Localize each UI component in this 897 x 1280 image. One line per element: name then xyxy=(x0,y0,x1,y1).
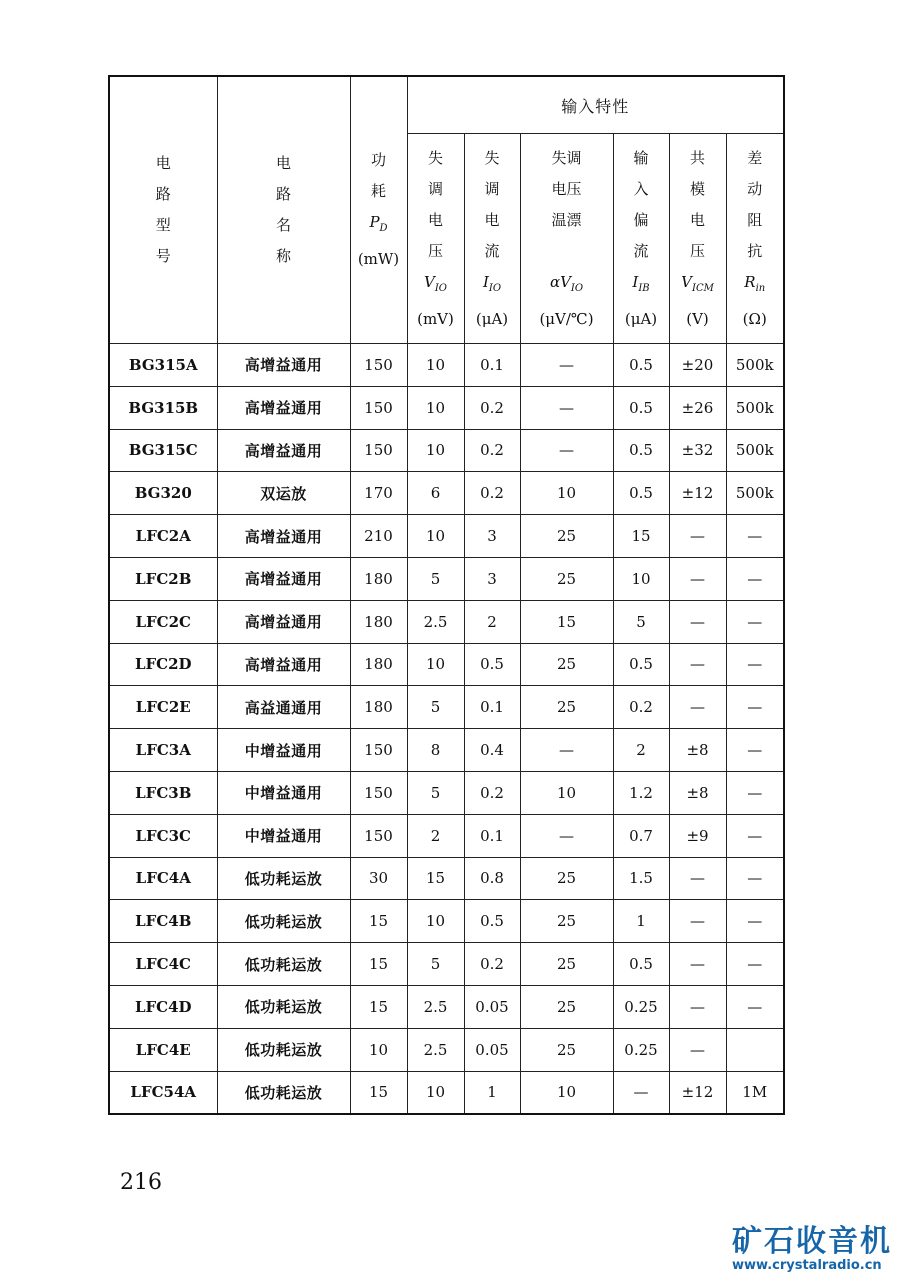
cell-name: 高增益通用 xyxy=(217,344,350,387)
cell-iib: 0.7 xyxy=(613,814,669,857)
cell-rin: — xyxy=(726,643,784,686)
cell-vicm: — xyxy=(669,857,726,900)
cell-model: LFC3B xyxy=(109,771,217,814)
table-row xyxy=(109,943,784,986)
cell-power: 180 xyxy=(350,557,407,600)
cell-vio: 2.5 xyxy=(407,600,464,643)
cell-name: 高益通通用 xyxy=(217,686,350,729)
cell-rin: 1M xyxy=(726,1071,784,1114)
cell-model: BG320 xyxy=(109,472,217,515)
cell-model: LFC4B xyxy=(109,900,217,943)
cell-power: 150 xyxy=(350,344,407,387)
cell-model: LFC2E xyxy=(109,686,217,729)
watermark-url: www.crystalradio.cn xyxy=(732,1258,882,1273)
cell-iib: 1 xyxy=(613,900,669,943)
cell-vio: 2.5 xyxy=(407,985,464,1028)
cell-power: 180 xyxy=(350,686,407,729)
cell-power: 150 xyxy=(350,729,407,772)
group-header-input-characteristics: 输入特性 xyxy=(407,76,784,134)
cell-drift: 25 xyxy=(520,985,613,1028)
table-row xyxy=(109,344,784,387)
table-row xyxy=(109,515,784,558)
col-header-differential-impedance: 差 动 阻 抗 $R_{in}$ (Ω) xyxy=(726,134,784,344)
cell-vio: 10 xyxy=(407,900,464,943)
table-row xyxy=(109,771,784,814)
table-row xyxy=(109,900,784,943)
col-header-offset-voltage-drift: 失调 电压 温漂 $\alpha V_{IO}$ (μV/℃) xyxy=(520,134,613,344)
cell-model: LFC2C xyxy=(109,600,217,643)
cell-iio: 0.2 xyxy=(464,771,520,814)
cell-vio: 6 xyxy=(407,472,464,515)
cell-drift: 25 xyxy=(520,857,613,900)
cell-drift: 25 xyxy=(520,943,613,986)
cell-rin: — xyxy=(726,515,784,558)
cell-vicm: ±9 xyxy=(669,814,726,857)
table-row xyxy=(109,386,784,429)
cell-iio: 0.5 xyxy=(464,643,520,686)
cell-name: 低功耗运放 xyxy=(217,900,350,943)
cell-drift: — xyxy=(520,814,613,857)
cell-power: 150 xyxy=(350,771,407,814)
cell-iio: 0.05 xyxy=(464,985,520,1028)
table-row xyxy=(109,686,784,729)
cell-name: 低功耗运放 xyxy=(217,1071,350,1114)
cell-drift: 10 xyxy=(520,472,613,515)
cell-power: 150 xyxy=(350,386,407,429)
cell-iio: 0.2 xyxy=(464,472,520,515)
cell-rin: 500k xyxy=(726,386,784,429)
cell-vio: 5 xyxy=(407,686,464,729)
cell-vio: 10 xyxy=(407,643,464,686)
cell-iib: 0.5 xyxy=(613,472,669,515)
cell-rin: — xyxy=(726,985,784,1028)
cell-rin: — xyxy=(726,600,784,643)
cell-drift: 25 xyxy=(520,900,613,943)
cell-drift: 10 xyxy=(520,771,613,814)
cell-vicm: — xyxy=(669,600,726,643)
watermark-title: 矿石收音机 xyxy=(732,1224,892,1259)
table-row xyxy=(109,857,784,900)
cell-power: 15 xyxy=(350,900,407,943)
cell-model: BG315A xyxy=(109,344,217,387)
cell-power: 170 xyxy=(350,472,407,515)
cell-drift: 25 xyxy=(520,515,613,558)
cell-drift: 25 xyxy=(520,643,613,686)
cell-rin: — xyxy=(726,814,784,857)
cell-vio: 10 xyxy=(407,515,464,558)
cell-iib: 0.2 xyxy=(613,686,669,729)
cell-name: 中增益通用 xyxy=(217,729,350,772)
cell-vio: 5 xyxy=(407,771,464,814)
cell-model: LFC54A xyxy=(109,1071,217,1114)
cell-name: 高增益通用 xyxy=(217,429,350,472)
cell-vicm: ±20 xyxy=(669,344,726,387)
cell-vio: 10 xyxy=(407,386,464,429)
cell-vicm: — xyxy=(669,1028,726,1071)
cell-rin: — xyxy=(726,771,784,814)
cell-vicm: ±32 xyxy=(669,429,726,472)
cell-model: LFC2A xyxy=(109,515,217,558)
cell-power: 10 xyxy=(350,1028,407,1071)
cell-drift: 25 xyxy=(520,557,613,600)
cell-vio: 2 xyxy=(407,814,464,857)
cell-rin: 500k xyxy=(726,429,784,472)
cell-iio: 3 xyxy=(464,557,520,600)
cell-rin: 500k xyxy=(726,472,784,515)
cell-vio: 15 xyxy=(407,857,464,900)
cell-power: 150 xyxy=(350,429,407,472)
cell-model: BG315C xyxy=(109,429,217,472)
cell-drift: — xyxy=(520,386,613,429)
cell-rin: — xyxy=(726,686,784,729)
cell-iib: 2 xyxy=(613,729,669,772)
table-row xyxy=(109,557,784,600)
cell-iio: 0.5 xyxy=(464,900,520,943)
cell-name: 高增益通用 xyxy=(217,515,350,558)
col-header-name: 电 路 名 称 xyxy=(217,76,350,344)
page-number: 216 xyxy=(120,1170,162,1195)
cell-power: 180 xyxy=(350,600,407,643)
cell-name: 低功耗运放 xyxy=(217,1028,350,1071)
cell-rin: — xyxy=(726,557,784,600)
cell-power: 150 xyxy=(350,814,407,857)
cell-iio: 1 xyxy=(464,1071,520,1114)
cell-iib: 0.5 xyxy=(613,643,669,686)
cell-rin: — xyxy=(726,943,784,986)
cell-model: LFC4E xyxy=(109,1028,217,1071)
cell-name: 高增益通用 xyxy=(217,643,350,686)
cell-vio: 5 xyxy=(407,557,464,600)
cell-vicm: — xyxy=(669,643,726,686)
cell-iio: 3 xyxy=(464,515,520,558)
cell-iio: 0.05 xyxy=(464,1028,520,1071)
table-row xyxy=(109,814,784,857)
cell-model: LFC3A xyxy=(109,729,217,772)
cell-vio: 5 xyxy=(407,943,464,986)
cell-rin: — xyxy=(726,900,784,943)
table-row xyxy=(109,600,784,643)
cell-name: 低功耗运放 xyxy=(217,857,350,900)
cell-power: 30 xyxy=(350,857,407,900)
col-header-common-mode-voltage: 共 模 电 压 $V_{ICM}$ (V) xyxy=(669,134,726,344)
cell-name: 双运放 xyxy=(217,472,350,515)
col-header-input-bias-current: 输 入 偏 流 $I_{IB}$ (μA) xyxy=(613,134,669,344)
cell-iio: 0.2 xyxy=(464,943,520,986)
table-row xyxy=(109,1028,784,1071)
cell-iib: 1.2 xyxy=(613,771,669,814)
cell-iib: 10 xyxy=(613,557,669,600)
cell-iio: 2 xyxy=(464,600,520,643)
cell-iio: 0.4 xyxy=(464,729,520,772)
cell-vicm: — xyxy=(669,557,726,600)
col-header-offset-voltage: 失 调 电 压 $V_{IO}$ (mV) xyxy=(407,134,464,344)
cell-vicm: ±8 xyxy=(669,771,726,814)
cell-vicm: — xyxy=(669,515,726,558)
cell-iib: 0.5 xyxy=(613,943,669,986)
cell-name: 高增益通用 xyxy=(217,386,350,429)
cell-vio: 10 xyxy=(407,344,464,387)
table-row xyxy=(109,472,784,515)
table-row xyxy=(109,1071,784,1114)
cell-drift: — xyxy=(520,729,613,772)
cell-drift: 10 xyxy=(520,1071,613,1114)
cell-vicm: — xyxy=(669,900,726,943)
table-row xyxy=(109,643,784,686)
cell-model: LFC3C xyxy=(109,814,217,857)
cell-model: LFC2B xyxy=(109,557,217,600)
cell-iio: 0.2 xyxy=(464,386,520,429)
cell-rin: — xyxy=(726,857,784,900)
col-header-power: 功 耗 $P_D$ (mW) xyxy=(350,76,407,344)
cell-power: 210 xyxy=(350,515,407,558)
cell-power: 15 xyxy=(350,985,407,1028)
cell-power: 180 xyxy=(350,643,407,686)
cell-drift: — xyxy=(520,429,613,472)
cell-power: 15 xyxy=(350,943,407,986)
cell-iio: 0.2 xyxy=(464,429,520,472)
cell-power: 15 xyxy=(350,1071,407,1114)
cell-vicm: ±26 xyxy=(669,386,726,429)
cell-name: 低功耗运放 xyxy=(217,985,350,1028)
cell-drift: — xyxy=(520,344,613,387)
cell-iib: 0.5 xyxy=(613,429,669,472)
cell-drift: 25 xyxy=(520,1028,613,1071)
cell-model: LFC4A xyxy=(109,857,217,900)
cell-model: BG315B xyxy=(109,386,217,429)
cell-iib: 0.25 xyxy=(613,985,669,1028)
cell-vicm: — xyxy=(669,943,726,986)
col-header-offset-current: 失 调 电 流 $I_{IO}$ (μA) xyxy=(464,134,520,344)
cell-model: LFC4C xyxy=(109,943,217,986)
cell-iib: 5 xyxy=(613,600,669,643)
cell-vicm: ±8 xyxy=(669,729,726,772)
table-row xyxy=(109,985,784,1028)
cell-iio: 0.1 xyxy=(464,814,520,857)
table-row xyxy=(109,729,784,772)
col-header-model: 电 路 型 号 xyxy=(109,76,217,344)
cell-vicm: — xyxy=(669,985,726,1028)
cell-name: 中增益通用 xyxy=(217,814,350,857)
cell-drift: 15 xyxy=(520,600,613,643)
cell-vicm: — xyxy=(669,686,726,729)
spec-table xyxy=(108,75,785,1115)
cell-rin xyxy=(726,1028,784,1071)
cell-model: LFC4D xyxy=(109,985,217,1028)
cell-iib: 0.5 xyxy=(613,386,669,429)
cell-drift: 25 xyxy=(520,686,613,729)
cell-model: LFC2D xyxy=(109,643,217,686)
cell-iio: 0.1 xyxy=(464,344,520,387)
cell-rin: — xyxy=(726,729,784,772)
cell-iib: 1.5 xyxy=(613,857,669,900)
cell-name: 高增益通用 xyxy=(217,600,350,643)
cell-rin: 500k xyxy=(726,344,784,387)
cell-vio: 10 xyxy=(407,429,464,472)
cell-iio: 0.8 xyxy=(464,857,520,900)
cell-vio: 10 xyxy=(407,1071,464,1114)
cell-iib: 15 xyxy=(613,515,669,558)
table-row xyxy=(109,429,784,472)
cell-iio: 0.1 xyxy=(464,686,520,729)
cell-iib: 0.5 xyxy=(613,344,669,387)
cell-iib: — xyxy=(613,1071,669,1114)
cell-vio: 2.5 xyxy=(407,1028,464,1071)
cell-name: 高增益通用 xyxy=(217,557,350,600)
cell-name: 低功耗运放 xyxy=(217,943,350,986)
cell-vio: 8 xyxy=(407,729,464,772)
cell-vicm: ±12 xyxy=(669,1071,726,1114)
cell-iib: 0.25 xyxy=(613,1028,669,1071)
cell-vicm: ±12 xyxy=(669,472,726,515)
cell-name: 中增益通用 xyxy=(217,771,350,814)
